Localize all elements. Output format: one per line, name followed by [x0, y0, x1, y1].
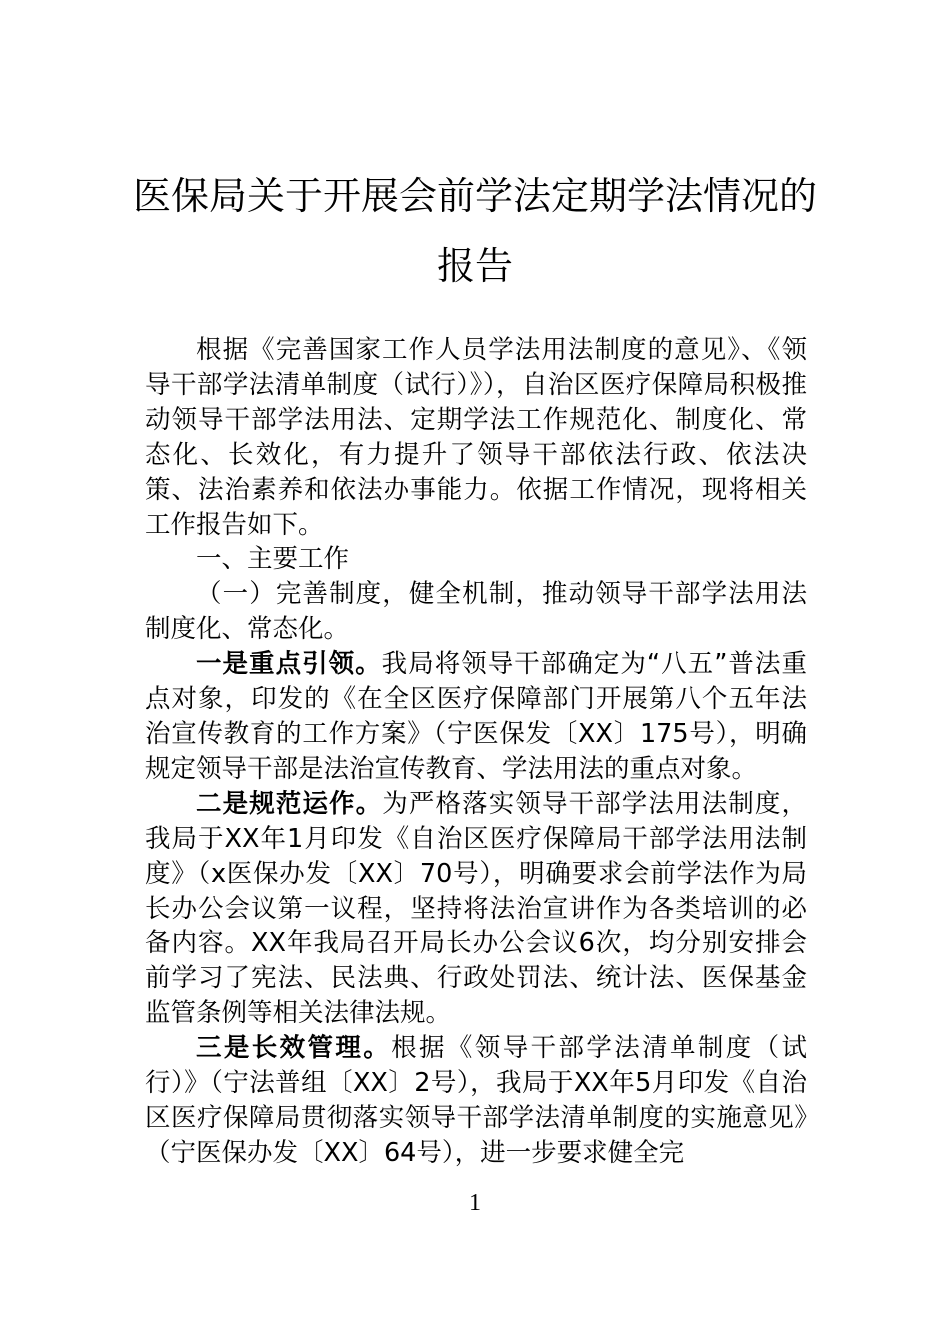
- page-number: 1: [469, 1190, 481, 1216]
- document-body: [145, 333, 807, 1171]
- paragraph-text: 为严格落实领导干部学法用法制度，我局于XX年1月印发《自治区医疗保障局干部学法用法制度》（x医保办发〔XX〕70号），明确要求会前学法作为局长办公会议第一议程，坚持将法治宣讲作为各类培训的必备内容。XX年我局召开局长办公会议6次，均分别安排会前学习了宪法、民法典、行政处罚法、统计法、医保基金监管条例等相关法律法规。: [145, 788, 807, 1029]
- paragraph-point-1: [145, 647, 807, 787]
- document-title-line-2: 报告: [436, 244, 513, 288]
- paragraph-text: 一、主要工作: [196, 544, 350, 575]
- paragraph-point-3: [145, 1031, 807, 1171]
- document-title-line-1: 医保局关于开展会前学法定期学法情况的: [132, 174, 817, 218]
- paragraph-text: 根据《领导干部学法清单制度（试行）》（宁法普组〔XX〕2号），我局于XX年5月印发《自治区医疗保障局贯彻落实领导干部学法清单制度的实施意见》（宁医保办发〔XX〕64号），进一步要求健全完: [145, 1033, 807, 1168]
- paragraph-lead: 一是重点引领。: [196, 649, 382, 680]
- paragraph-text: （一）完善制度，健全机制，推动领导干部学法用法制度化、常态化。: [145, 579, 807, 645]
- section-heading-main-work: [145, 542, 807, 577]
- subsection-heading-1: [145, 577, 807, 647]
- paragraph-intro: [145, 333, 807, 542]
- paragraph-lead: 二是规范运作。: [196, 788, 383, 819]
- paragraph-lead: 三是长效管理。: [196, 1033, 392, 1064]
- paragraph-text: 我局将领导干部确定为“八五”普法重点对象，印发的《在全区医疗保障部门开展第八个五年法治宣传教育的工作方案》（宁医保发〔XX〕175号），明确规定领导干部是法治宣传教育、学法用法的重点对象。: [145, 649, 807, 784]
- paragraph-point-2: [145, 787, 807, 1031]
- paragraph-text: 根据《完善国家工作人员学法用法制度的意见》、《领导干部学法清单制度（试行）》），自治区医疗保障局积极推动领导干部学法用法、定期学法工作规范化、制度化、常态化、长效化，有力提升了领导干部依法行政、依法决策、法治素养和依法办事能力。依据工作情况，现将相关工作报告如下。: [145, 335, 807, 540]
